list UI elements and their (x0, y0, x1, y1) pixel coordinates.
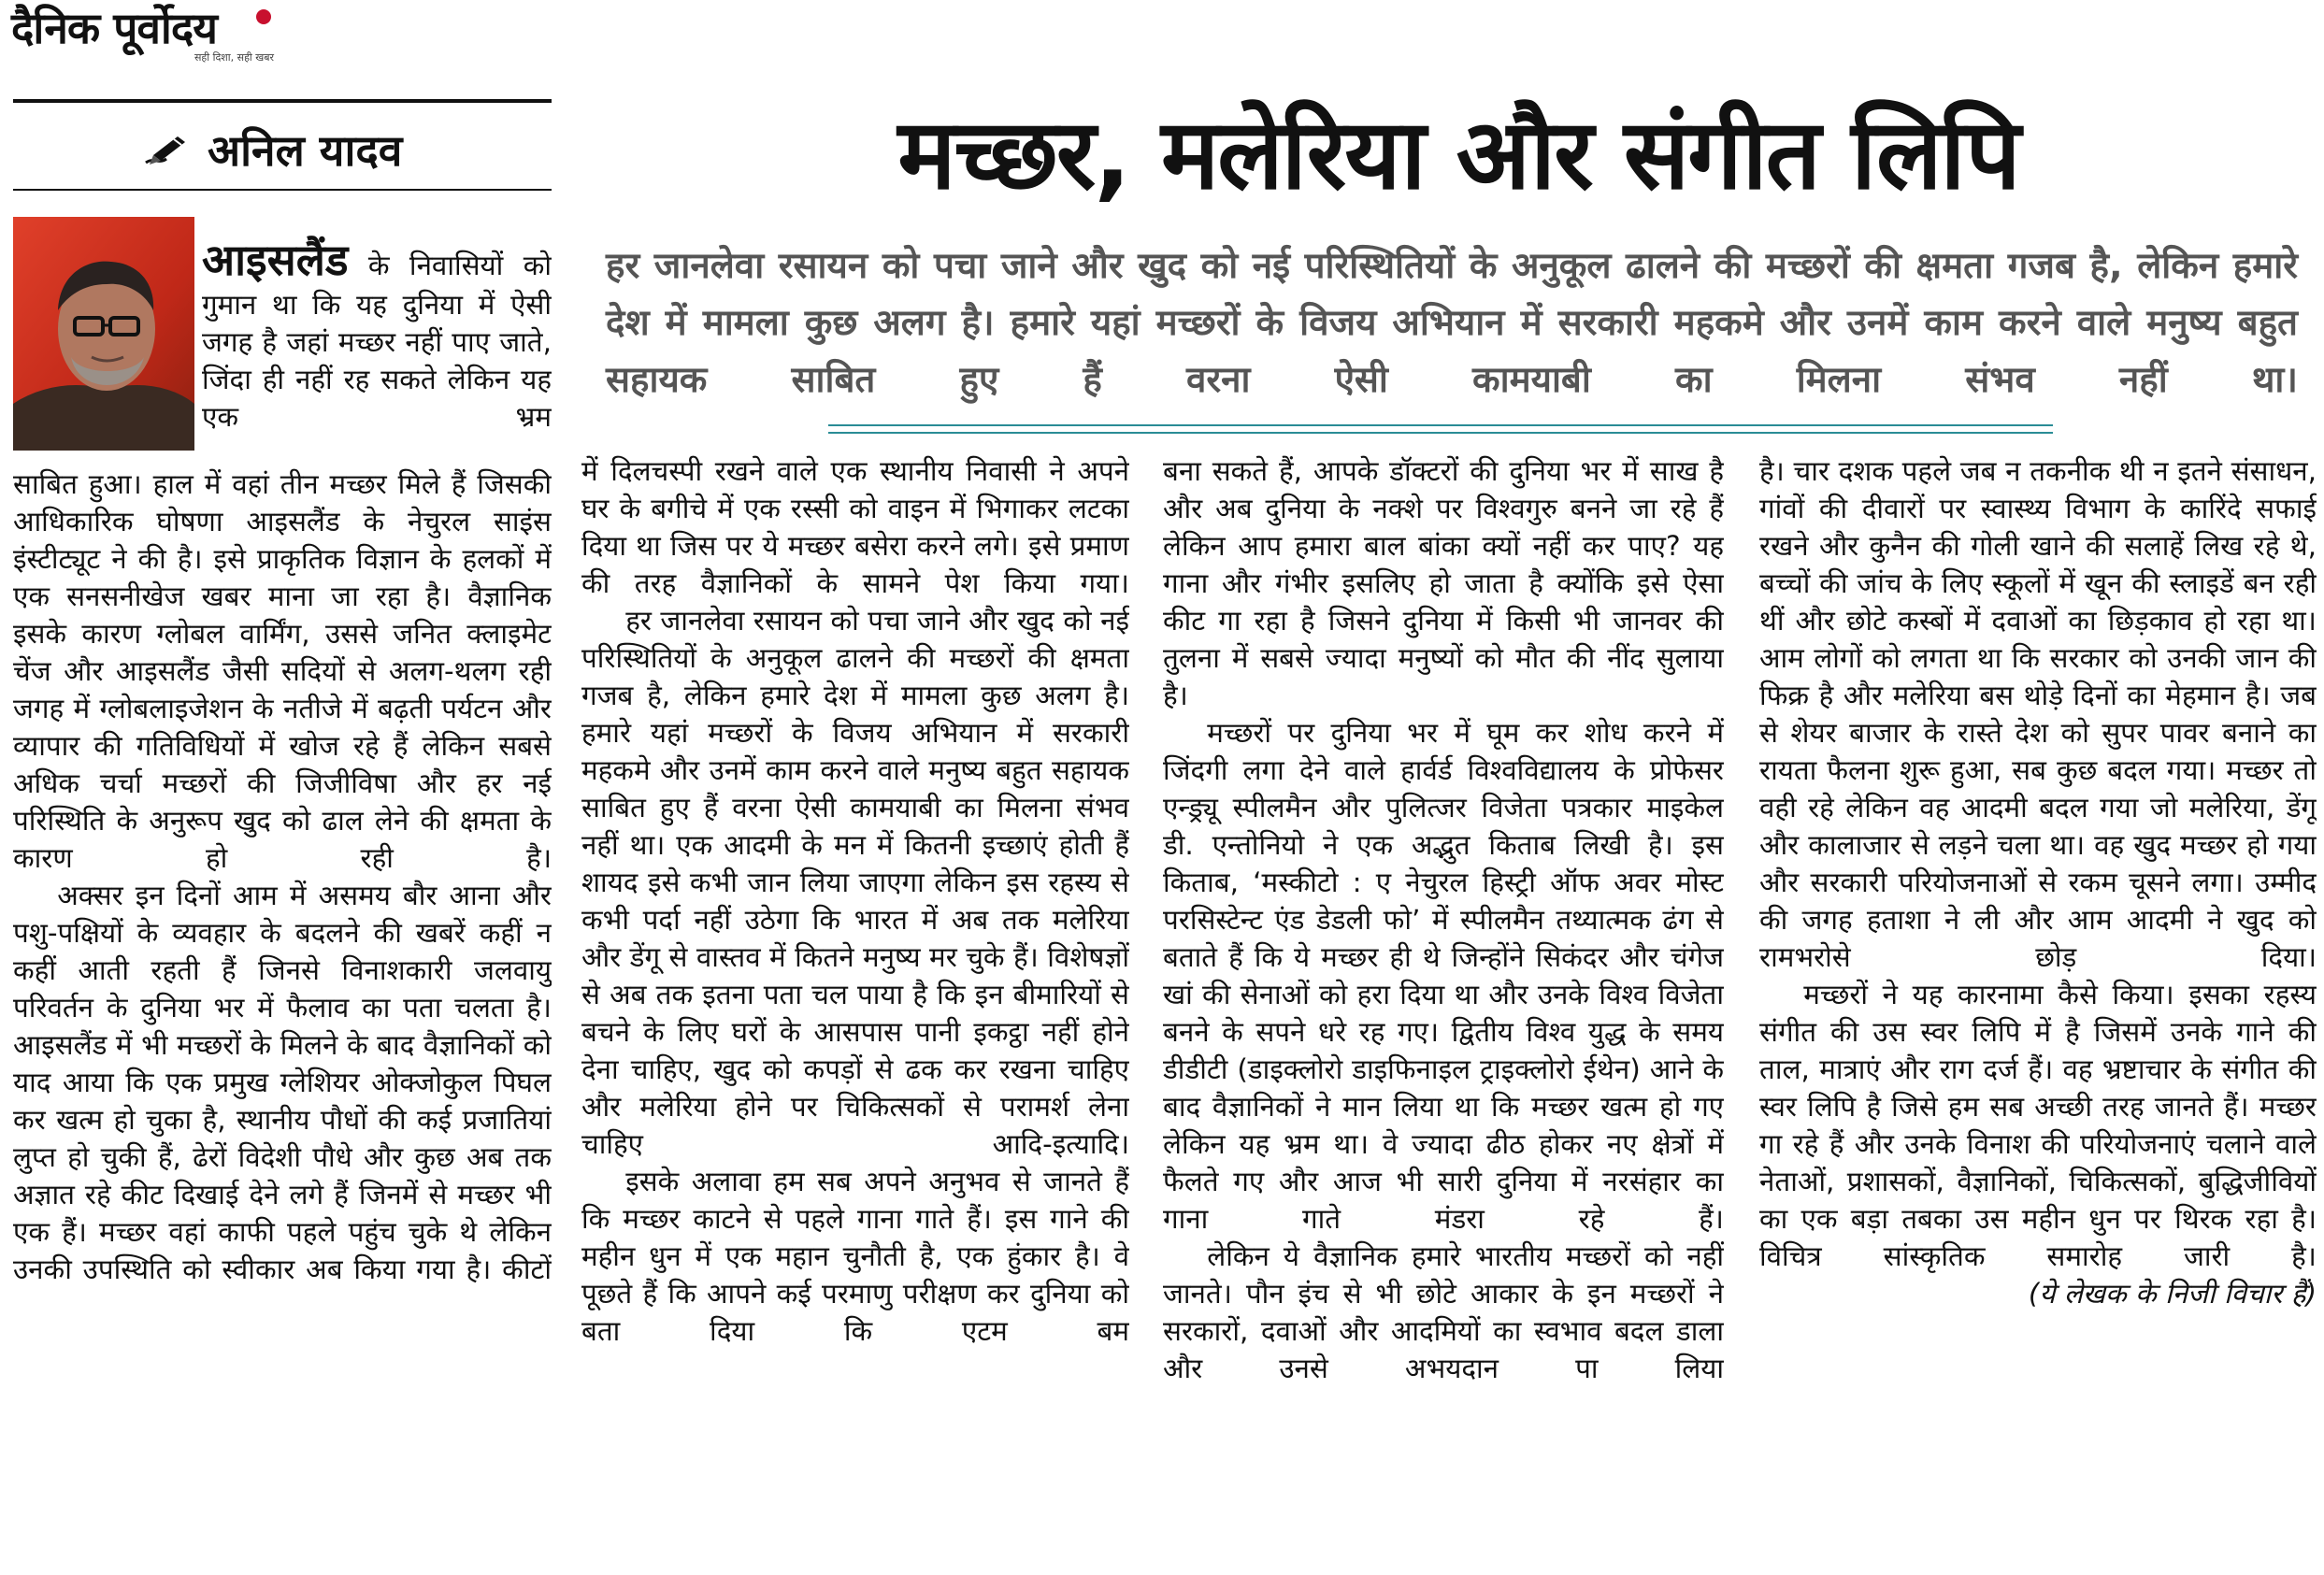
deck-divider-rule (828, 424, 2053, 434)
column-1 (13, 465, 552, 1575)
masthead-name: दैनिक पूर्वोदय (11, 3, 217, 53)
col2-paragraph-1: में दिलचस्पी रखने वाले एक स्थानीय निवासी ने अपने घर के बगीचे में एक रस्सी को वाइन में भिगाकर लटका दिया था जिस पर ये मच्छर बसेरा करने लगे। इसे प्रमाण की तरह वैज्ञानिकों के सामने पेश किया गया। (581, 455, 1129, 599)
pen-writing-icon (140, 131, 193, 168)
col3-paragraph-1: बना सकते हैं, आपके डॉक्टरों की दुनिया भर में साख है और अब दुनिया के नक्शे पर विश्वगुरु बनने जा रहे हैं लेकिन आप हमारा बाल बांका क्यों नहीं कर पाए? यह गाना और गंभीर इसलिए हो जाता है क्योंकि इसे ऐसा कीट गा रहा है जिसने दुनिया में किसी भी जानवर की तुलना में सबसे ज्यादा मनुष्यों को मौत की नींद सुलाया है। (1163, 455, 1724, 711)
col4-paragraph-2: मच्छरों ने यह कारनामा कैसे किया। इसका रहस्य संगीत की उस स्वर लिपि में है जिसमें उनके गाने की ताल, मात्राएं और राग दर्ज हैं। वह भ्रष्टाचार के संगीत की स्वर लिपि है जिसे हम सब अच्छी तरह जानते हैं। मच्छर गा रहे हैं और उनके विनाश की परियोजनाएं चलाने वाले नेताओं, प्रशासकों, वैज्ञानिकों, चिकित्सकों, बुद्धिजीवियों का एक बड़ा तबका उस महीन धुन पर थिरक रहा है। विचित्र सांस्कृतिक समारोह जारी है। (1759, 979, 2317, 1272)
top-rule (13, 99, 552, 103)
masthead (11, 2, 278, 75)
headline: मच्छर, मलेरिया और संगीत लिपि (897, 97, 2019, 211)
col3-paragraph-2: मच्छरों पर दुनिया भर में घूम कर शोध करने में जिंदगी लगा देने वाले हार्वर्ड विश्वविद्यालय के प्रोफेसर एन्ड्र्यू स्पीलमैन और पुलित्जर विजेता पत्रकार माइकेल डी. एन्तोनियो ने एक अद्भुत किताब लिखी है। इस किताब, ‘मस्कीटो : ए नेचुरल हिस्ट्री ऑफ अवर मोस्ट परसिस्टेन्ट एंड डेडली फो’ में स्पीलमैन तथ्यात्मक ढंग से बताते हैं कि ये मच्छर ही थे जिन्होंने सिकंदर और चंगेज खां की सेनाओं को हरा दिया था और उनके विश्व विजेता बनने के सपने धरे रह गए। द्वितीय विश्व युद्ध के समय डीडीटी (डाइक्लोरो डाइफिनाइल ट्राइक्लोरो ईथेन) आने के बाद वैज्ञानिकों ने मान लिया था कि मच्छर खत्म हो गए लेकिन यह भ्रम था। वे ज्यादा ढीठ होकर नए क्षेत्रों में फैलते गए और आज भी सारी दुनिया में नरसंहार का गाना गाते मंडरा रहे हैं। (1163, 717, 1724, 1235)
byline-rule (13, 189, 552, 191)
author-photo (13, 217, 194, 451)
lead-paragraph (202, 234, 552, 467)
column-3 (1163, 452, 1724, 1575)
col1-paragraph-1: साबित हुआ। हाल में वहां तीन मच्छर मिले हैं जिसकी आधिकारिक घोषणा आइसलैंड के नेचुरल साइंस इंस्टीट्यूट ने की है। इसे प्राकृतिक विज्ञान के हलकों में एक सनसनीखेज खबर माना जा रहा है। वैज्ञानिक इसके कारण ग्लोबल वार्मिंग, उससे जनित क्लाइमेट चेंज और आइसलैंड जैसी सदियों से अलग-थलग रही जगह में ग्लोबलाइजेशन के नतीजे में बढ़ती पर्यटन और व्यापार की गतिविधियों में खोज रहे हैं लेकिन सबसे अधिक चर्चा मच्छरों की जिजीविषा और हर नई परिस्थिति के अनुरूप खुद को ढाल लेने की क्षमता के कारण हो रही है। (13, 468, 552, 874)
deck-summary: हर जानलेवा रसायन को पचा जाने और खुद को नई परिस्थितियों के अनुकूल ढालने की मच्छरों की क्षमता गजब है, लेकिन हमारे देश में मामला कुछ अलग है। हमारे यहां मच्छरों के विजय अभियान में सरकारी महकमे और उनमें काम करने वाले मनुष्य बहुत सहायक साबित हुए हैं वरना ऐसी कामयाबी का मिलना संभव नहीं था। (606, 245, 2298, 401)
lead-drop-word: आइसलैंड (202, 235, 349, 285)
col2-paragraph-3: इसके अलावा हम सब अपने अनुभव से जानते हैं कि मच्छर काटने से पहले गाना गाते हैं। इस गाने की महीन धुन में एक महान चुनौती है, एक हुंकार है। वे पूछते हैं कि आपने कई परमाणु परीक्षण कर दुनिया को बता दिया कि एटम बम (581, 1166, 1129, 1347)
author-disclaimer: (ये लेखक के निजी विचार हैं) (2028, 1278, 2317, 1310)
col3-paragraph-3: लेकिन ये वैज्ञानिक हमारे भारतीय मच्छरों को नहीं जानते। पौन इंच से भी छोटे आकार के इन मच्छरों ने सरकारों, दवाओं और आदमियों का स्वभाव बदल डाला और उनसे अभयदान पा लिया (1163, 1240, 1724, 1384)
author-photo-image (13, 217, 194, 451)
author-name: अनिल यादव (208, 125, 403, 176)
column-2 (581, 452, 1129, 1575)
masthead-tagline: सही दिशा, सही खबर (194, 51, 275, 64)
column-4 (1759, 452, 2317, 1575)
col1-paragraph-2: अक्सर इन दिनों आम में असमय बौर आना और पशु-पक्षियों के व्यवहार के बदलने की खबरें कहीं न कहीं आती रहती हैं जिनसे विनाशकारी जलवायु परिवर्तन के दुनिया भर में फैलाव का पता चलता है। आइसलैंड में भी मच्छरों के मिलने के बाद वैज्ञानिकों को याद आया कि एक प्रमुख ग्लेशियर ओक्जोकुल पिघल कर खत्म हो चुका है, स्थानीय पौधों की कई प्रजातियां लुप्त हो चुकी हैं, ढेरों विदेशी पौधे और कुछ अब तक अज्ञात रहे कीट दिखाई देने लगे हैं जिनमें से मच्छर भी एक हैं। मच्छर वहां काफी पहले पहुंच चुके थे लेकिन उनकी उपस्थिति को स्वीकार अब किया गया है। कीटों (13, 880, 552, 1285)
masthead-logo-dot-icon (256, 9, 271, 24)
col2-paragraph-2: हर जानलेवा रसायन को पचा जाने और खुद को नई परिस्थितियों के अनुकूल ढालने की मच्छरों की क्षमता गजब है, लेकिन हमारे देश में मामला कुछ अलग है। हमारे यहां मच्छरों के विजय अभियान में सरकारी महकमे और उनमें काम करने वाले मनुष्य बहुत सहायक साबित हुए हैं वरना ऐसी कामयाबी का मिलना संभव नहीं था। एक आदमी के मन में कितनी इच्छाएं होती हैं शायद इसे कभी जान लिया जाएगा लेकिन इस रहस्य से कभी पर्दा नहीं उठेगा कि भारत में अब तक मलेरिया और डेंगू से वास्तव में कितने मनुष्य मर चुके हैं। विशेषज्ञों से अब तक इतना पता चल पाया है कि इन बीमारियों से बचने के लिए घरों के आसपास पानी इकट्ठा नहीं होने देना चाहिए, खुद को कपड़ों से ढक कर रखना चाहिए और मलेरिया होने पर चिकित्सकों से परामर्श लेना चाहिए आदि-इत्यादि। (581, 605, 1129, 1160)
byline (140, 122, 402, 178)
col4-paragraph-1: है। चार दशक पहले जब न तकनीक थी न इतने संसाधन, गांवों की दीवारों पर स्वास्थ्य विभाग के कारिंदे सफाई रखने और कुनैन की गोली खाने की सलाहें लिख रहे थे, बच्चों की जांच के लिए स्कूलों में खून की स्लाइडें बन रही थीं और छोटे कस्बों में दवाओं का छिड़काव हो रहा था। आम लोगों को लगता था कि सरकार को उनकी जान की फिक्र है और मलेरिया बस थोड़े दिनों का मेहमान है। जब से शेयर बाजार के रास्ते देश को सुपर पावर बनाने का रायता फैलना शुरू हुआ, सब कुछ बदल गया। मच्छर तो वही रहे लेकिन वह आदमी बदल गया जो मलेरिया, डेंगू और कालाजार से लड़ने चला था। वह खुद मच्छर हो गया और सरकारी परियोजनाओं से रकम चूसने लगा। उम्मीद की जगह हताशा ने ली और आम आदमी ने खुद को रामभरोसे छोड़ दिया। (1759, 455, 2317, 973)
lead-text: के निवासियों को गुमान था कि यह दुनिया में ऐसी जगह है जहां मच्छर नहीं पाए जाते, जिंदा ही नहीं रह सकते लेकिन यह एक भ्रम (202, 250, 552, 433)
